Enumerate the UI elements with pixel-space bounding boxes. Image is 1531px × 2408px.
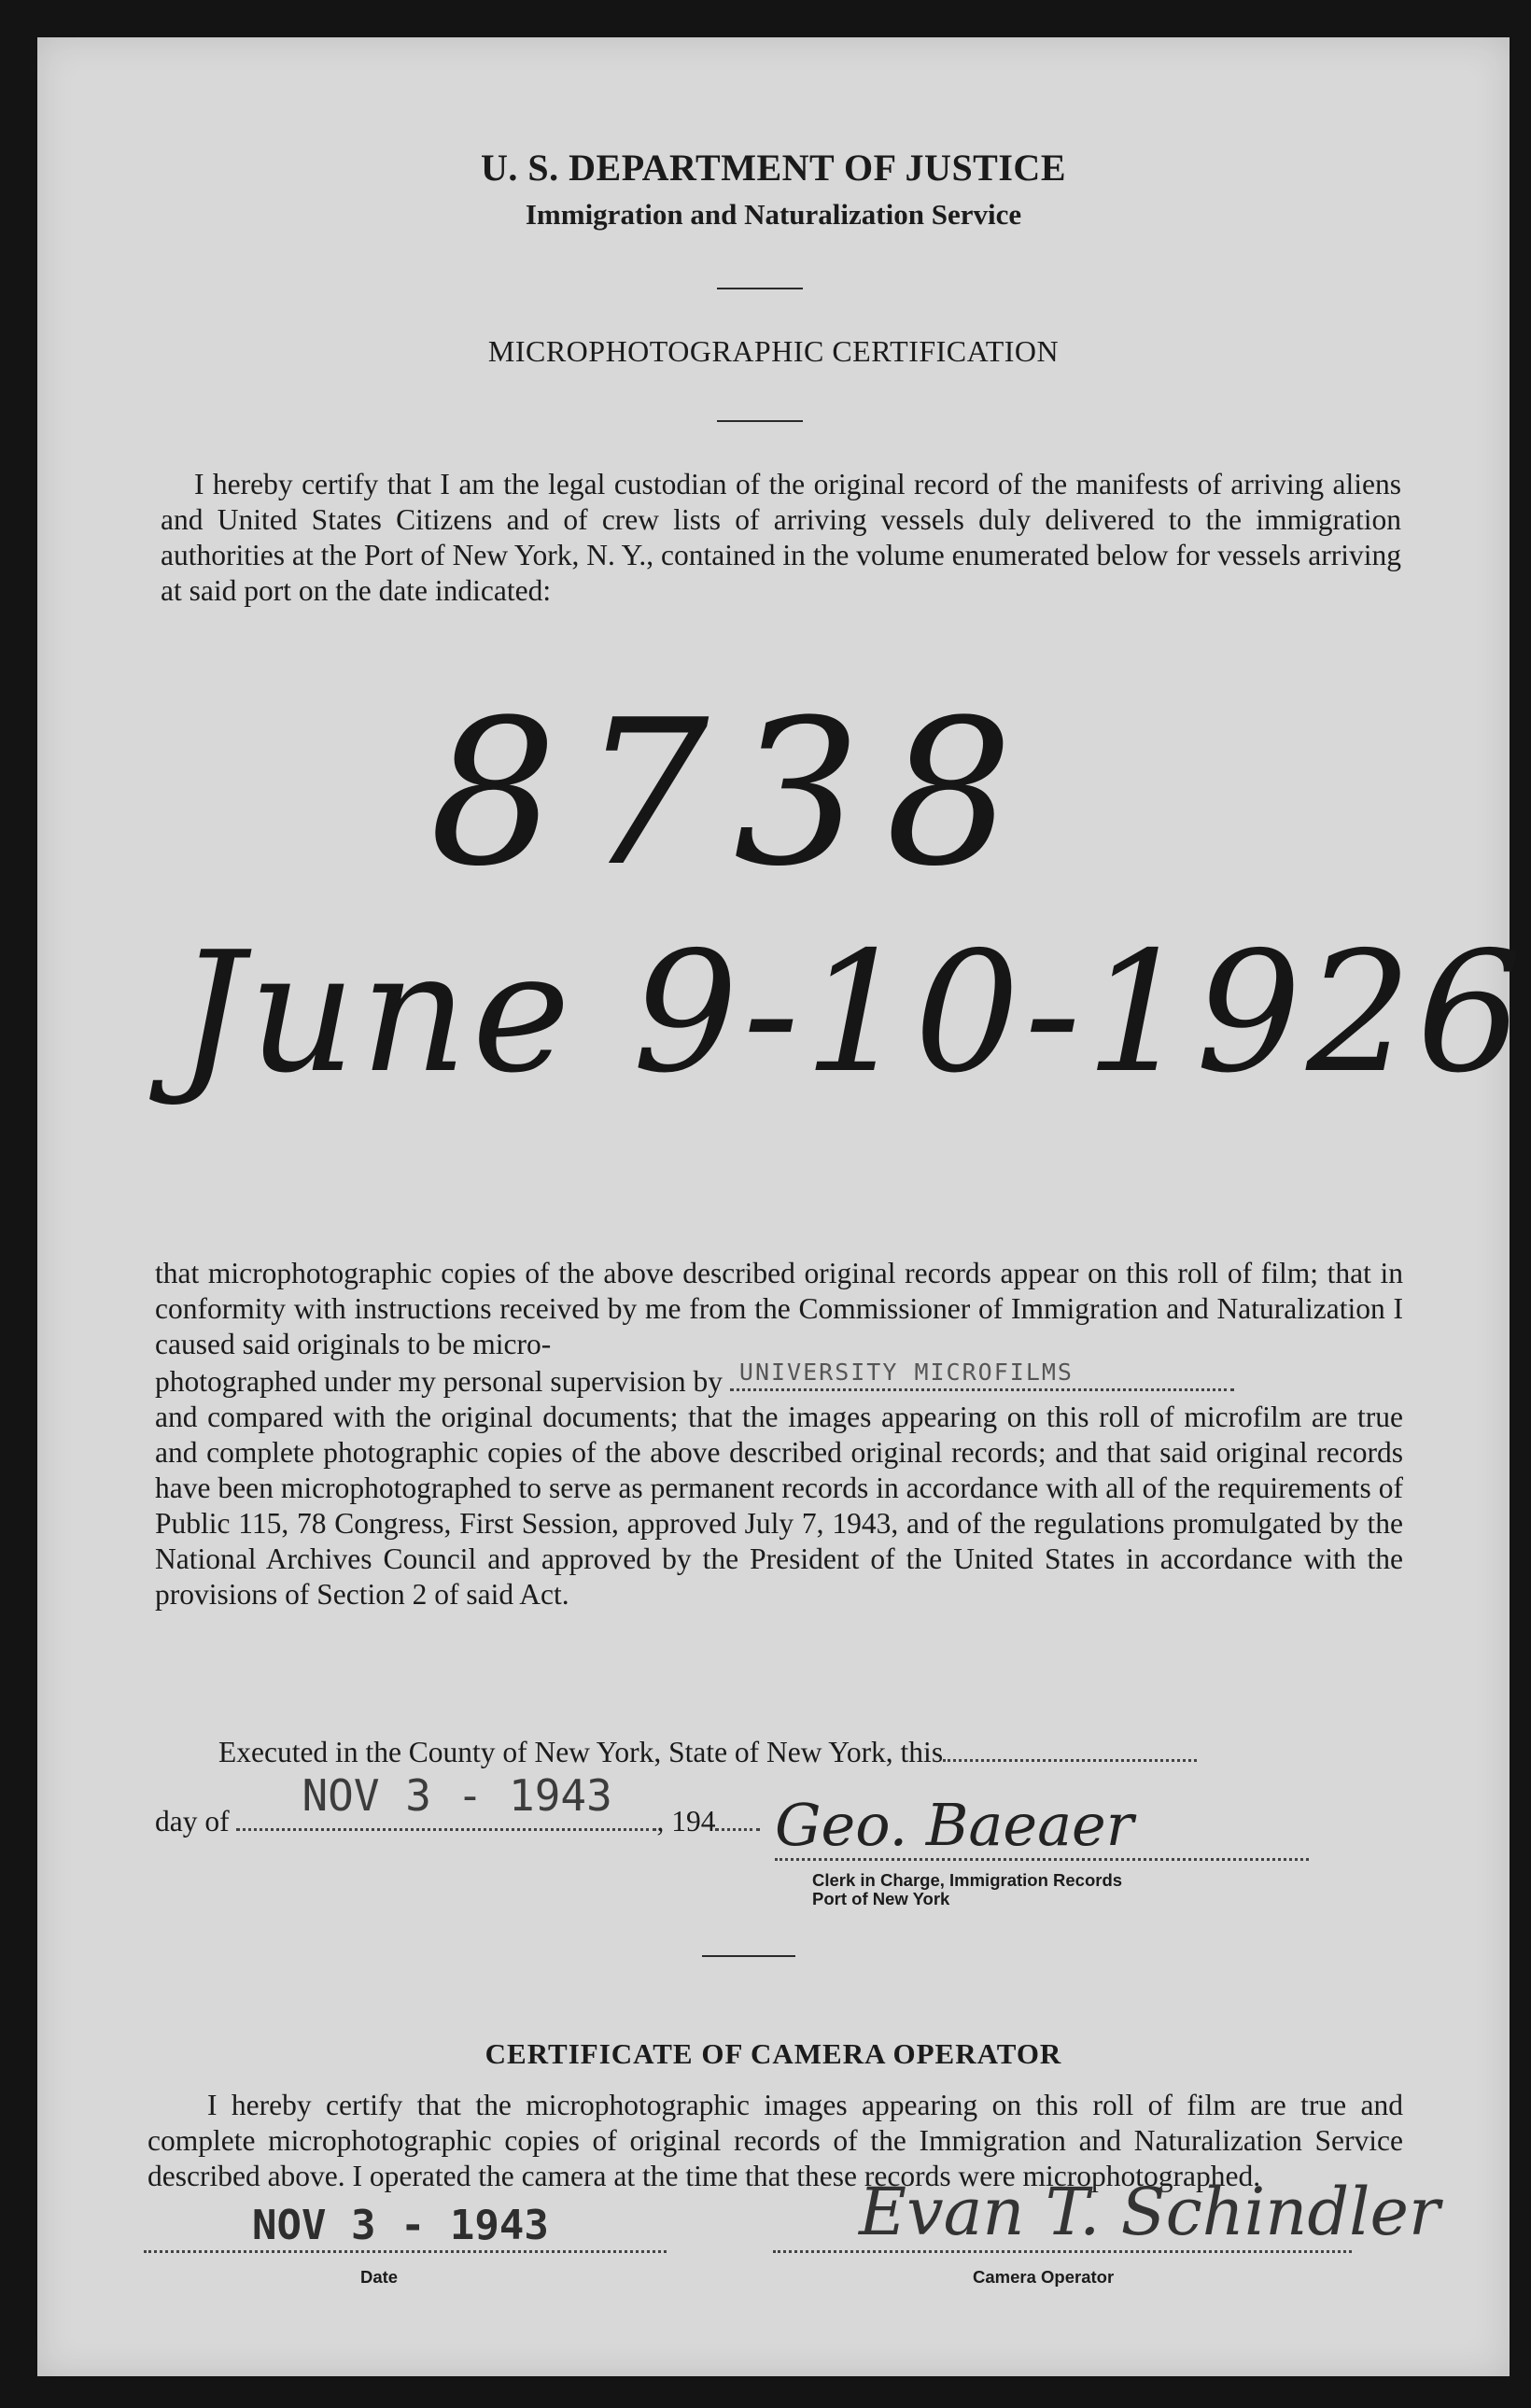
executed-day-field (943, 1735, 1197, 1762)
clerk-title (812, 1871, 1122, 1908)
custodian-paragraph: I hereby certify that I am the legal custodian of the original record of the manifests of arriving aliens and United States Citizens and of crew lists of arriving vessels duly delivered to the immigration authorities at the Port of New York, N. Y., contained in the volume enumerated below for vessels arriving at said port on the date indicated: (161, 468, 1401, 607)
day-of-field (236, 1770, 656, 1831)
camera-certificate-heading: CERTIFICATE OF CAMERA OPERATOR (485, 2037, 1062, 2070)
certificate-page (37, 37, 1527, 2376)
operator-signature: Evan T. Schindler (859, 2174, 1440, 2250)
date-label: Date (360, 2267, 399, 2287)
clerk-signature-line (775, 1858, 1309, 1861)
operator-signature-line (773, 2250, 1352, 2253)
executed-date-stamp: NOV 3 - 1943 (302, 1770, 612, 1821)
supervisor-field (730, 1359, 1234, 1391)
camera-operator-label: Camera Operator (973, 2267, 1115, 2287)
divider (717, 288, 803, 289)
camera-certificate-paragraph: I hereby certify that the microphotographic images appearing on this roll of film are true and complete microphotographic copies of original records of the Immigration and Naturalization Service described above. I operated the camera at the time that these records were microphotographed. (147, 2089, 1403, 2192)
executed-line (218, 1735, 1197, 1770)
supervisor-stamp: UNIVERSITY MICROFILMS (738, 1359, 1074, 1386)
clerk-title-line2: Port of New York (812, 1889, 950, 1908)
year-field (715, 1804, 760, 1831)
handwritten-dates: June 9-10-1926 (177, 916, 1527, 1109)
day-of-label: day of (155, 1805, 230, 1838)
service-subtitle: Immigration and Naturalization Service (525, 198, 1022, 231)
camera-date-stamp: NOV 3 - 1943 (252, 2202, 549, 2249)
clerk-title-line1: Clerk in Charge, Immigration Records (812, 1870, 1123, 1890)
department-title: U. S. DEPARTMENT OF JUSTICE (481, 147, 1066, 189)
year-prefix: , 194 (656, 1805, 716, 1838)
copies-paragraph-part1: that microphotographic copies of the above described original records appear on this roll of film; that in conformity with instructions received by me from the Commissioner of Immigration and Naturalization I caused said originals to be micro- (155, 1257, 1403, 1360)
copies-paragraph (155, 1256, 1403, 1612)
day-of-line (155, 1770, 760, 1839)
certification-heading: MICROPHOTOGRAPHIC CERTIFICATION (487, 334, 1060, 368)
supervision-prefix: photographed under my personal supervision by (155, 1365, 723, 1398)
divider (717, 420, 803, 422)
supervision-line (155, 1359, 1403, 1400)
clerk-signature: Geo. Baeaer (775, 1791, 1134, 1859)
divider (702, 1955, 795, 1957)
handwritten-volume-number: 8738 (429, 676, 1038, 910)
executed-text: Executed in the County of New York, State of New York, this (218, 1736, 944, 1768)
date-line (144, 2250, 667, 2253)
copies-paragraph-part2: and compared with the original documents; that the images appearing on this roll of microfilm are true and complete photographic copies of the above described original records; and that said original records have been microphotographed to serve as permanent records in accordance with all of the requirements of Public 115, 78 Congress, First Session, approved July 7, 1943, and of the regulations promulgated by the National Archives Council and approved by the President of the United States in accordance with the provisions of Section 2 of said Act. (155, 1401, 1403, 1611)
